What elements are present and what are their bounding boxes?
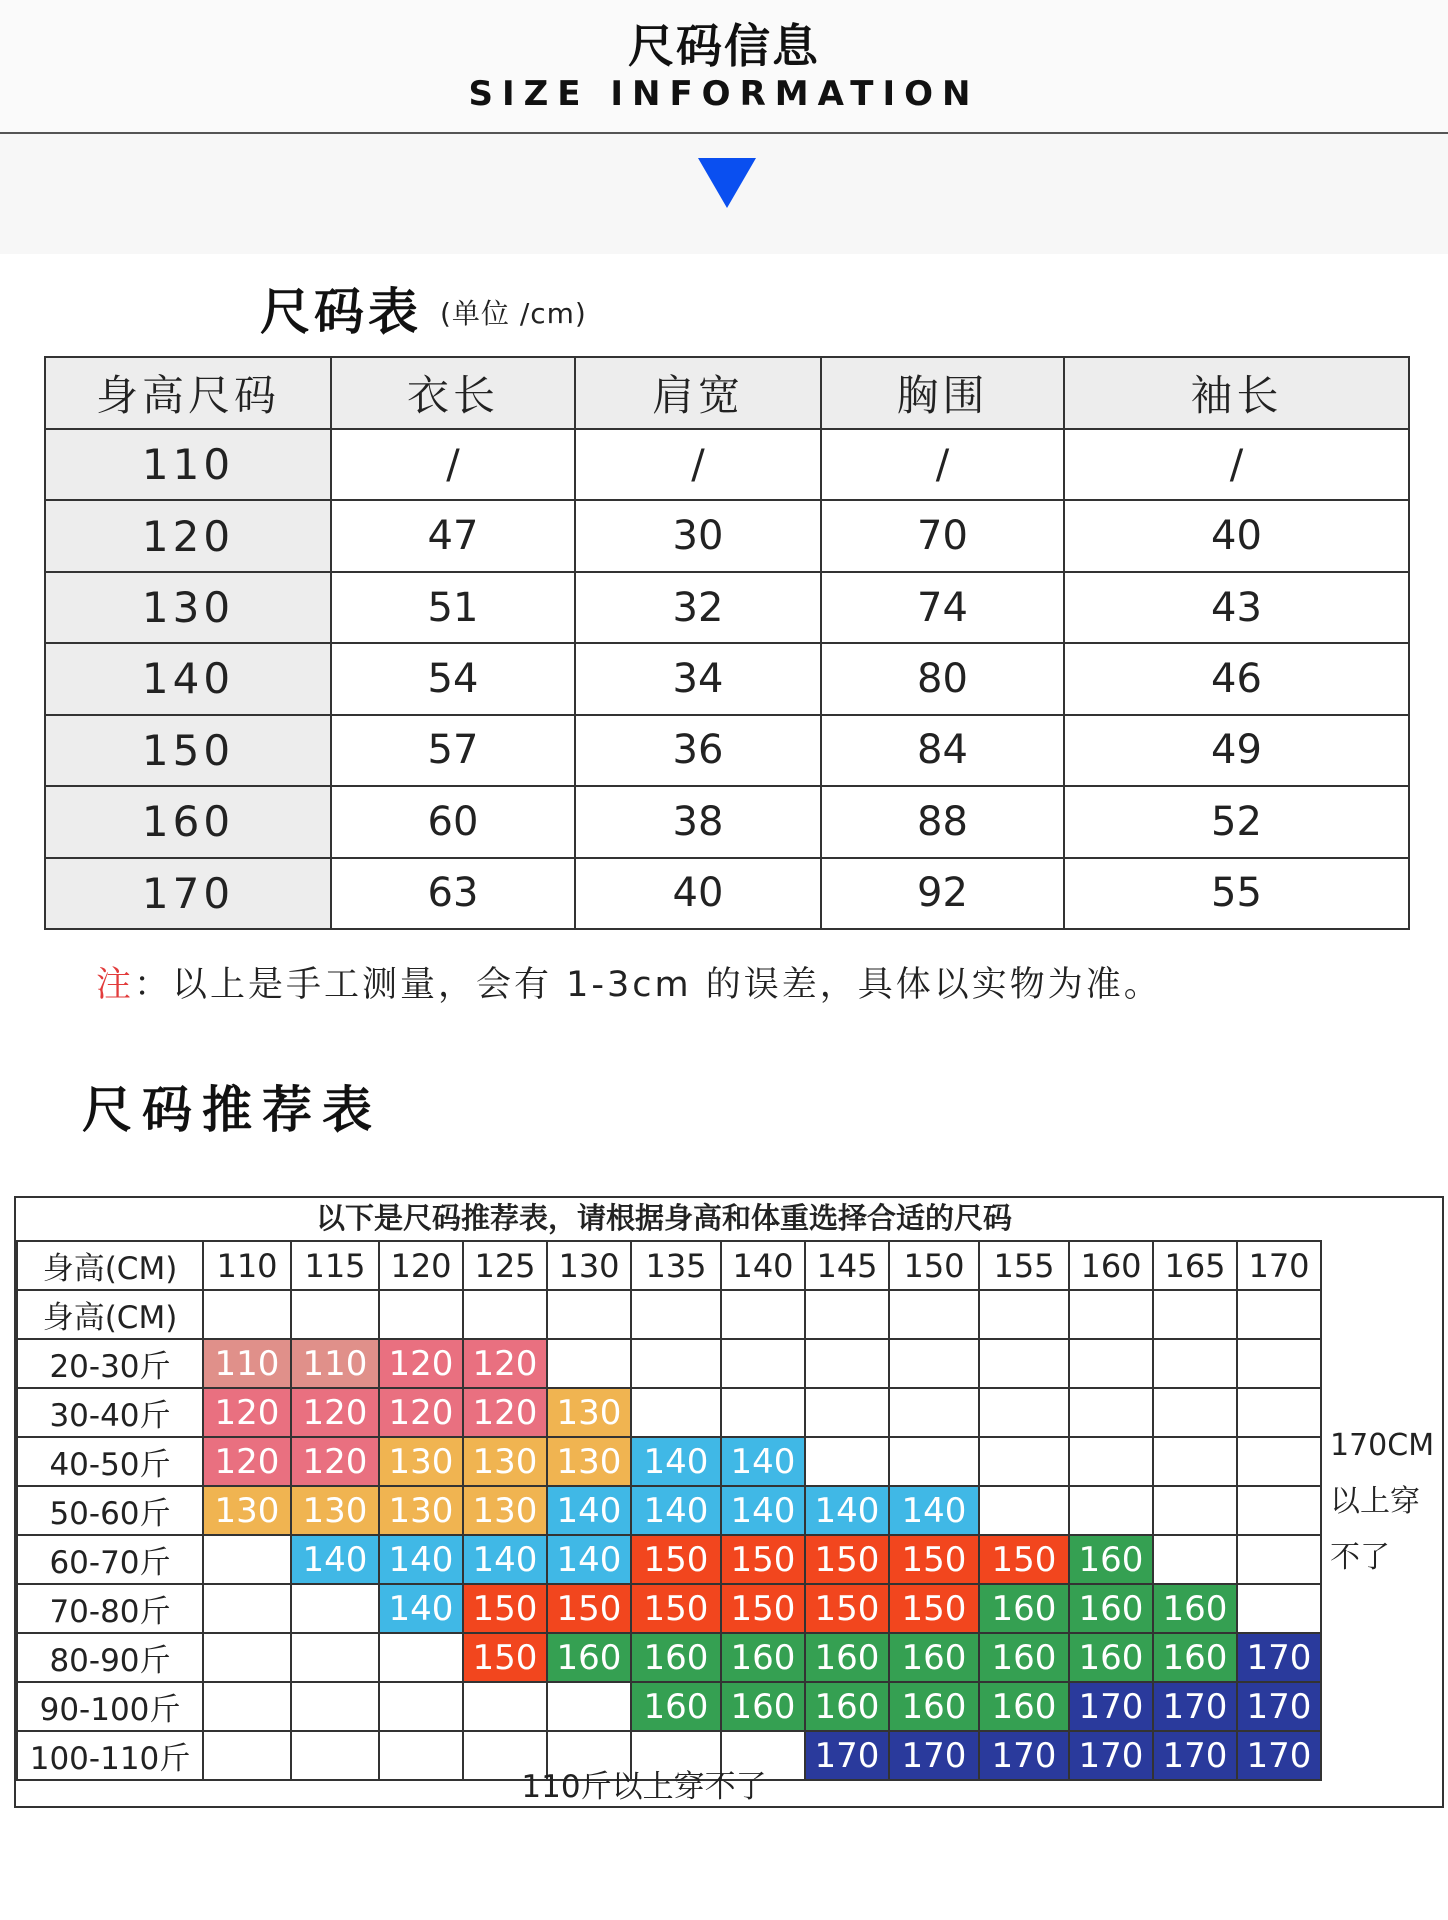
height-col-header: 160 — [1069, 1241, 1153, 1290]
size-value-cell: / — [331, 429, 575, 500]
empty-cell — [889, 1290, 979, 1339]
height-col-header: 165 — [1153, 1241, 1237, 1290]
measurement-note — [96, 957, 1162, 1007]
size-value-cell: 47 — [331, 500, 575, 571]
recommended-size-cell: 120 — [203, 1388, 291, 1437]
empty-cell — [979, 1437, 1069, 1486]
recommend-caption: 以下是尺码推荐表，请根据身高和体重选择合适的尺码 — [315, 1201, 1012, 1235]
recommended-size-cell: 150 — [631, 1584, 721, 1633]
recommended-size-cell: 160 — [805, 1682, 889, 1731]
recommended-size-cell: 160 — [889, 1633, 979, 1682]
recommended-size-cell: 130 — [379, 1437, 463, 1486]
recommended-size-cell: 130 — [203, 1486, 291, 1535]
size-value-cell: / — [821, 429, 1064, 500]
weight-row — [17, 1633, 1321, 1682]
size-value-cell: 51 — [331, 572, 575, 643]
size-value-cell: 38 — [575, 786, 821, 857]
weight-label: 100-110斤 — [17, 1731, 203, 1780]
size-value-cell: 40 — [1064, 500, 1409, 571]
recommended-size-cell: 160 — [547, 1633, 631, 1682]
size-col-header: 袖长 — [1064, 357, 1409, 429]
side-note-line: 不了 — [1330, 1540, 1390, 1575]
recommended-size-cell: 150 — [889, 1535, 979, 1584]
recommended-size-cell: 160 — [889, 1682, 979, 1731]
recommended-size-cell: 160 — [1153, 1633, 1237, 1682]
size-row — [45, 858, 1409, 929]
weight-row — [17, 1388, 1321, 1437]
recommended-size-cell: 140 — [805, 1486, 889, 1535]
empty-cell — [979, 1486, 1069, 1535]
side-note-line: 170CM — [1330, 1428, 1435, 1463]
empty-cell — [291, 1584, 379, 1633]
down-arrow-icon — [698, 158, 756, 208]
recommended-size-cell: 150 — [979, 1535, 1069, 1584]
weight-label: 50-60斤 — [17, 1486, 203, 1535]
size-row — [45, 429, 1409, 500]
size-value-cell: 74 — [821, 572, 1064, 643]
empty-cell — [721, 1290, 805, 1339]
recommend-footer: 110斤以上穿不了 — [521, 1769, 767, 1805]
size-value-cell: 57 — [331, 715, 575, 786]
recommended-size-cell: 160 — [979, 1584, 1069, 1633]
size-value-cell: 52 — [1064, 786, 1409, 857]
empty-cell — [1237, 1388, 1321, 1437]
empty-cell — [203, 1535, 291, 1584]
height-col-header: 110 — [203, 1241, 291, 1290]
recommended-size-cell: 150 — [463, 1633, 547, 1682]
weight-label: 40-50斤 — [17, 1437, 203, 1486]
recommended-size-cell: 160 — [721, 1682, 805, 1731]
empty-cell — [1153, 1339, 1237, 1388]
size-col-header: 肩宽 — [575, 357, 821, 429]
recommended-size-cell: 150 — [721, 1535, 805, 1584]
height-col-header: 125 — [463, 1241, 547, 1290]
size-row — [45, 715, 1409, 786]
height-col-header: 115 — [291, 1241, 379, 1290]
recommended-size-cell: 120 — [463, 1339, 547, 1388]
empty-cell — [1069, 1486, 1153, 1535]
recommended-size-cell: 160 — [721, 1633, 805, 1682]
empty-cell — [547, 1682, 631, 1731]
size-chart-unit: (单位 /cm) — [440, 297, 587, 330]
empty-cell — [1069, 1290, 1153, 1339]
weight-row — [17, 1535, 1321, 1584]
recommended-size-cell: 140 — [291, 1535, 379, 1584]
size-value-cell: 70 — [821, 500, 1064, 571]
recommended-size-cell: 170 — [1237, 1633, 1321, 1682]
recommended-size-cell: 130 — [463, 1437, 547, 1486]
weight-label: 30-40斤 — [17, 1388, 203, 1437]
empty-cell — [721, 1388, 805, 1437]
recommended-size-cell: 170 — [979, 1731, 1069, 1780]
empty-cell — [1153, 1486, 1237, 1535]
empty-cell — [721, 1339, 805, 1388]
size-height-cell: 160 — [45, 786, 331, 857]
recommended-size-cell: 160 — [631, 1633, 721, 1682]
size-value-cell: 49 — [1064, 715, 1409, 786]
recommended-size-cell: 140 — [721, 1437, 805, 1486]
recommended-size-cell: 170 — [805, 1731, 889, 1780]
recommended-size-cell: 160 — [1069, 1584, 1153, 1633]
recommended-size-cell: 150 — [805, 1584, 889, 1633]
size-height-cell: 150 — [45, 715, 331, 786]
size-height-cell: 130 — [45, 572, 331, 643]
size-row — [45, 643, 1409, 714]
recommended-size-cell: 150 — [547, 1584, 631, 1633]
empty-cell — [203, 1584, 291, 1633]
empty-cell — [1237, 1535, 1321, 1584]
size-value-cell: 84 — [821, 715, 1064, 786]
height-col-header: 145 — [805, 1241, 889, 1290]
empty-cell — [547, 1339, 631, 1388]
empty-cell — [1237, 1339, 1321, 1388]
size-value-cell: 54 — [331, 643, 575, 714]
height-col-header: 140 — [721, 1241, 805, 1290]
recommended-size-cell: 140 — [379, 1535, 463, 1584]
size-height-cell: 170 — [45, 858, 331, 929]
empty-cell — [379, 1633, 463, 1682]
recommended-size-cell: 110 — [203, 1339, 291, 1388]
recommended-size-cell: 130 — [463, 1486, 547, 1535]
height-col-header: 130 — [547, 1241, 631, 1290]
empty-cell — [631, 1339, 721, 1388]
empty-cell — [889, 1437, 979, 1486]
height-col-header: 135 — [631, 1241, 721, 1290]
header-title-en: SIZE INFORMATION — [468, 74, 980, 114]
corner-label: 身高(CM) — [17, 1241, 203, 1290]
size-value-cell: 55 — [1064, 858, 1409, 929]
recommended-size-cell: 140 — [547, 1486, 631, 1535]
height-col-header: 170 — [1237, 1241, 1321, 1290]
weight-row — [17, 1486, 1321, 1535]
empty-cell — [979, 1290, 1069, 1339]
recommended-size-cell: 130 — [547, 1388, 631, 1437]
recommended-size-cell: 140 — [631, 1437, 721, 1486]
recommend-table — [16, 1240, 1322, 1781]
size-height-cell: 120 — [45, 500, 331, 571]
recommended-size-cell: 170 — [1153, 1731, 1237, 1780]
size-row — [45, 572, 1409, 643]
empty-cell — [291, 1290, 379, 1339]
size-value-cell: 60 — [331, 786, 575, 857]
recommended-size-cell: 160 — [979, 1682, 1069, 1731]
recommended-size-cell: 120 — [291, 1388, 379, 1437]
recommended-size-cell: 170 — [889, 1731, 979, 1780]
empty-cell — [1237, 1486, 1321, 1535]
empty-cell — [547, 1290, 631, 1339]
empty-cell — [805, 1290, 889, 1339]
recommended-size-cell: 160 — [1153, 1584, 1237, 1633]
size-height-cell: 110 — [45, 429, 331, 500]
empty-cell — [1153, 1437, 1237, 1486]
recommended-size-cell: 170 — [1237, 1682, 1321, 1731]
recommended-size-cell: 160 — [631, 1682, 721, 1731]
empty-cell — [291, 1633, 379, 1682]
empty-cell — [203, 1633, 291, 1682]
recommended-size-cell: 120 — [379, 1388, 463, 1437]
empty-cell — [463, 1290, 547, 1339]
weight-label: 20-30斤 — [17, 1339, 203, 1388]
size-value-cell: 40 — [575, 858, 821, 929]
recommended-size-cell: 150 — [463, 1584, 547, 1633]
recommended-size-cell: 130 — [291, 1486, 379, 1535]
recommended-size-cell: 120 — [291, 1437, 379, 1486]
recommended-size-cell: 160 — [1069, 1633, 1153, 1682]
recommended-size-cell: 120 — [463, 1388, 547, 1437]
height-col-header: 155 — [979, 1241, 1069, 1290]
recommended-size-cell: 140 — [889, 1486, 979, 1535]
empty-cell — [1153, 1290, 1237, 1339]
empty-cell — [1153, 1388, 1237, 1437]
size-value-cell: / — [575, 429, 821, 500]
size-value-cell: 36 — [575, 715, 821, 786]
recommended-size-cell: 150 — [889, 1584, 979, 1633]
weight-label: 80-90斤 — [17, 1633, 203, 1682]
recommended-size-cell: 150 — [721, 1584, 805, 1633]
empty-cell — [1237, 1437, 1321, 1486]
recommended-size-cell: 160 — [805, 1633, 889, 1682]
note-prefix: 注 — [96, 965, 135, 1005]
side-note — [1330, 1418, 1442, 1586]
empty-cell — [379, 1682, 463, 1731]
weight-row — [17, 1584, 1321, 1633]
recommended-size-cell: 140 — [631, 1486, 721, 1535]
weight-row — [17, 1437, 1321, 1486]
recommended-size-cell: 150 — [631, 1535, 721, 1584]
empty-cell — [1069, 1339, 1153, 1388]
empty-cell — [631, 1388, 721, 1437]
empty-cell — [1153, 1535, 1237, 1584]
size-row — [45, 786, 1409, 857]
weight-label: 60-70斤 — [17, 1535, 203, 1584]
size-value-cell: 92 — [821, 858, 1064, 929]
size-chart-table — [44, 356, 1410, 930]
empty-cell — [805, 1339, 889, 1388]
empty-cell — [805, 1388, 889, 1437]
size-value-cell: 46 — [1064, 643, 1409, 714]
size-value-cell: 43 — [1064, 572, 1409, 643]
recommended-size-cell: 140 — [463, 1535, 547, 1584]
size-value-cell: 88 — [821, 786, 1064, 857]
recommended-size-cell: 120 — [379, 1339, 463, 1388]
size-value-cell: 30 — [575, 500, 821, 571]
empty-cell — [979, 1388, 1069, 1437]
side-note-line: 以上穿 — [1330, 1484, 1420, 1519]
recommended-size-cell: 170 — [1237, 1731, 1321, 1780]
recommended-size-cell: 130 — [547, 1437, 631, 1486]
recommended-size-cell: 130 — [379, 1486, 463, 1535]
recommended-size-cell: 160 — [979, 1633, 1069, 1682]
weight-label: 90-100斤 — [17, 1682, 203, 1731]
empty-cell — [805, 1437, 889, 1486]
empty-cell — [979, 1339, 1069, 1388]
recommended-size-cell: 160 — [1069, 1535, 1153, 1584]
weight-row — [17, 1339, 1321, 1388]
size-col-header: 胸围 — [821, 357, 1064, 429]
header-title-cn: 尺码信息 — [628, 19, 820, 73]
recommended-size-cell: 140 — [547, 1535, 631, 1584]
recommended-size-cell: 140 — [721, 1486, 805, 1535]
empty-cell — [889, 1339, 979, 1388]
recommended-size-cell: 170 — [1069, 1682, 1153, 1731]
recommended-size-cell: 150 — [805, 1535, 889, 1584]
size-value-cell: 63 — [331, 858, 575, 929]
note-text: ：以上是手工测量，会有 1-3cm 的误差，具体以实物为准。 — [134, 965, 1162, 1005]
height-col-header: 120 — [379, 1241, 463, 1290]
empty-cell — [1069, 1437, 1153, 1486]
empty-cell — [291, 1682, 379, 1731]
empty-cell — [203, 1290, 291, 1339]
empty-cell — [463, 1682, 547, 1731]
size-chart-title: 尺码表 — [260, 283, 422, 341]
recommend-title: 尺码推荐表 — [82, 1081, 382, 1139]
recommended-size-cell: 120 — [203, 1437, 291, 1486]
size-col-header: 衣长 — [331, 357, 575, 429]
weight-row — [17, 1682, 1321, 1731]
recommended-size-cell: 140 — [379, 1584, 463, 1633]
recommended-size-cell: 110 — [291, 1339, 379, 1388]
size-row — [45, 500, 1409, 571]
recommended-size-cell: 170 — [1153, 1682, 1237, 1731]
size-col-header: 身高尺码 — [45, 357, 331, 429]
size-value-cell: 32 — [575, 572, 821, 643]
recommended-size-cell: 170 — [1069, 1731, 1153, 1780]
height-col-header: 150 — [889, 1241, 979, 1290]
empty-cell — [203, 1682, 291, 1731]
size-value-cell: 34 — [575, 643, 821, 714]
row2-label: 身高(CM) — [17, 1290, 203, 1339]
empty-cell — [1237, 1584, 1321, 1633]
size-height-cell: 140 — [45, 643, 331, 714]
size-value-cell: / — [1064, 429, 1409, 500]
empty-cell — [1237, 1290, 1321, 1339]
empty-cell — [1069, 1388, 1153, 1437]
size-value-cell: 80 — [821, 643, 1064, 714]
empty-cell — [379, 1290, 463, 1339]
empty-cell — [631, 1290, 721, 1339]
weight-label: 70-80斤 — [17, 1584, 203, 1633]
empty-cell — [889, 1388, 979, 1437]
header-banner — [0, 0, 1448, 132]
